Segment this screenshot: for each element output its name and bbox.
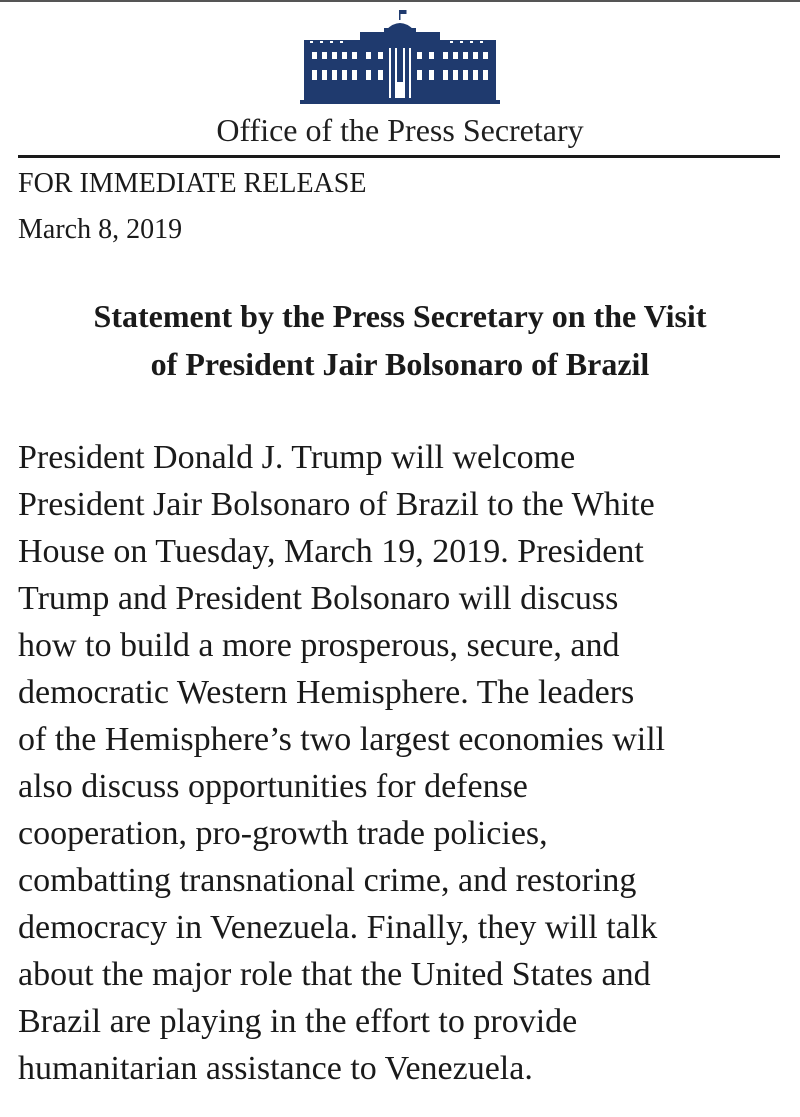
- white-house-icon: [300, 6, 500, 106]
- statement-headline: [0, 292, 800, 388]
- statement-body: [18, 434, 798, 1092]
- body-line: Brazil are playing in the effort to provide: [18, 1003, 578, 1040]
- body-line: how to build a more prosperous, secure, and: [18, 627, 620, 664]
- office-title: Office of the Press Secretary: [216, 112, 584, 148]
- top-border: [0, 0, 800, 2]
- body-line: democracy in Venezuela. Finally, they will talk: [18, 909, 658, 946]
- body-line: democratic Western Hemisphere. The leaders: [18, 674, 635, 711]
- body-line: about the major role that the United States and: [18, 956, 651, 993]
- headline-line: Statement by the Press Secretary on the Visit: [93, 298, 707, 334]
- body-line: combatting transnational crime, and restoring: [18, 862, 637, 899]
- headline-line: of President Jair Bolsonaro of Brazil: [150, 346, 650, 382]
- body-line: Trump and President Bolsonaro will discuss: [18, 580, 619, 617]
- body-line: House on Tuesday, March 19, 2019. President: [18, 533, 644, 570]
- body-line: cooperation, pro-growth trade policies,: [18, 815, 548, 852]
- release-label: FOR IMMEDIATE RELEASE: [18, 168, 367, 199]
- body-line: also discuss opportunities for defense: [18, 768, 528, 805]
- release-date: March 8, 2019: [18, 214, 183, 245]
- body-line: humanitarian assistance to Venezuela.: [18, 1050, 533, 1087]
- header-divider: [18, 155, 780, 158]
- body-line: President Donald J. Trump will welcome: [18, 439, 576, 476]
- body-line: of the Hemisphere’s two largest economies will: [18, 721, 666, 758]
- body-line: President Jair Bolsonaro of Brazil to the White: [18, 486, 655, 523]
